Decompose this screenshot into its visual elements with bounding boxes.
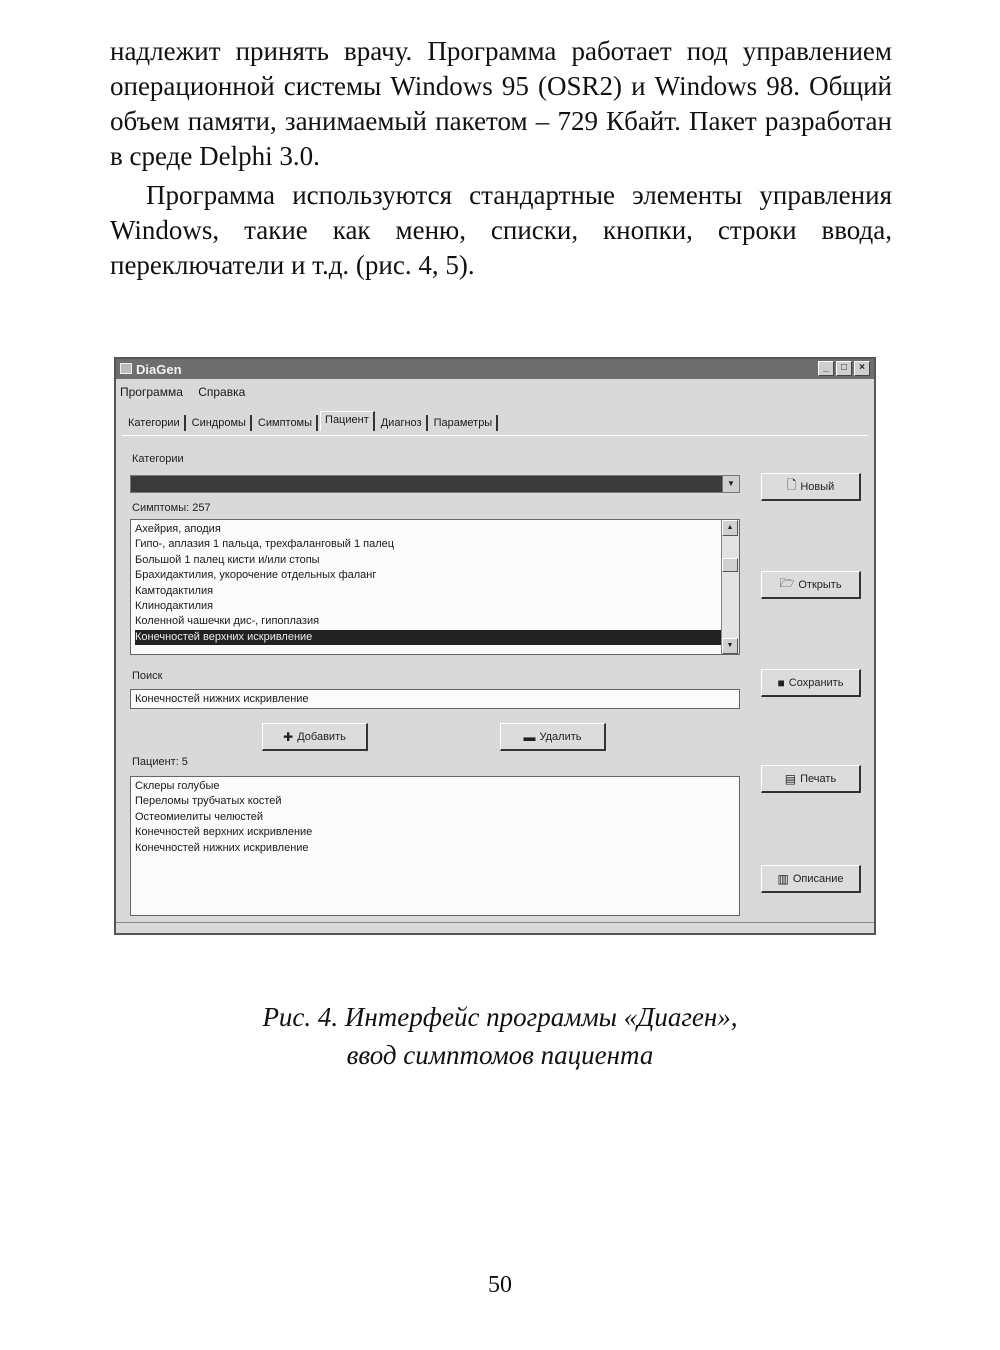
- body-paragraph-2: Программа используются стандартные элементы управления Windows, такие как меню, списки, кнопки, строки ввода, переключатели и т.д. (рис. 4, 5).: [110, 180, 892, 280]
- tab-diagnosis[interactable]: Диагноз: [377, 415, 428, 431]
- symptoms-scrollbar[interactable]: [721, 520, 739, 654]
- patient-count-label: Пациент: 5: [132, 756, 188, 768]
- tab-strip: [124, 414, 500, 434]
- list-item[interactable]: Остеомиелиты челюстей: [135, 810, 264, 823]
- tab-syndromes[interactable]: Синдромы: [188, 415, 252, 431]
- symptoms-count-label: Симптомы: 257: [132, 502, 211, 514]
- printer-icon: ▤: [784, 771, 797, 786]
- title-bar: [116, 359, 874, 379]
- caption-line-2: ввод симптомов пациента: [346, 1040, 654, 1070]
- window-title: DiaGen: [136, 362, 182, 377]
- diagen-window-screenshot: [114, 357, 876, 935]
- symptoms-list[interactable]: [130, 519, 740, 655]
- search-input[interactable]: Конечностей нижних искривление: [130, 689, 740, 709]
- list-item[interactable]: Ахейрия, аподия: [135, 523, 221, 535]
- list-item[interactable]: Переломы трубчатых костей: [135, 795, 282, 808]
- delete-button-label: Удалить: [539, 730, 582, 743]
- print-button[interactable]: [761, 765, 861, 793]
- maximize-icon[interactable]: □: [836, 361, 852, 376]
- plus-icon: ✚: [283, 729, 294, 744]
- list-item-selected[interactable]: Конечностей верхних искривление: [135, 630, 735, 645]
- open-folder-icon: 🗁: [779, 576, 795, 590]
- tab-symptoms[interactable]: Симптомы: [254, 415, 318, 431]
- tab-panel-border: [122, 435, 868, 436]
- save-button-label: Сохранить: [788, 676, 844, 689]
- menu-item-program[interactable]: Программа: [120, 385, 183, 399]
- list-item[interactable]: Склеры голубые: [135, 780, 220, 792]
- page-number: 50: [488, 1272, 512, 1298]
- new-file-icon: 🗋: [786, 478, 797, 492]
- new-button[interactable]: [761, 473, 861, 501]
- description-button-label: Описание: [792, 872, 844, 885]
- open-button[interactable]: [761, 571, 861, 599]
- book-icon: ▥: [777, 871, 789, 886]
- body-paragraph-1: надлежит принять врачу. Программа работает под управлением операционной системы Windows 95 (OSR2) и Windows 98. Общий объем памяти, занимаемый пакетом – 729 Кбайт. Пакет разработан в среде Delphi 3.0.: [110, 36, 892, 171]
- tab-patient[interactable]: Пациент: [320, 411, 375, 431]
- list-item[interactable]: Коленной чашечки дис-, гипоплазия: [135, 615, 320, 628]
- new-button-label: Новый: [800, 480, 835, 493]
- description-button[interactable]: [761, 865, 861, 893]
- scroll-thumb[interactable]: [722, 558, 738, 572]
- app-icon: [120, 363, 132, 374]
- chevron-down-icon[interactable]: ▼: [722, 476, 739, 492]
- close-icon[interactable]: ×: [854, 361, 870, 376]
- list-item[interactable]: Камтодактилия: [135, 584, 214, 597]
- list-item[interactable]: Гипо-, аплазия 1 пальца, трехфаланговый 1 палец: [135, 538, 395, 551]
- tab-parameters[interactable]: Параметры: [430, 415, 499, 431]
- minimize-icon[interactable]: _: [818, 361, 834, 376]
- caption-line-1: Рис. 4. Интерфейс программы «Диаген»,: [262, 1002, 738, 1032]
- add-button-label: Добавить: [297, 730, 346, 743]
- status-divider: [116, 922, 874, 923]
- scroll-down-icon[interactable]: ▼: [722, 638, 738, 654]
- list-item[interactable]: Брахидактилия, укорочение отдельных фаланг: [135, 569, 377, 582]
- categories-label: Категории: [132, 453, 184, 465]
- save-button[interactable]: [761, 669, 861, 697]
- categories-dropdown[interactable]: [130, 475, 740, 493]
- list-item[interactable]: Клинодактилия: [135, 600, 214, 613]
- figure-caption: [0, 998, 1000, 1074]
- open-button-label: Открыть: [798, 578, 842, 591]
- delete-button[interactable]: [500, 723, 606, 751]
- patient-symptoms-list[interactable]: [130, 776, 740, 916]
- print-button-label: Печать: [800, 772, 837, 785]
- tab-categories[interactable]: Категории: [124, 415, 186, 431]
- minus-icon: ▬: [523, 729, 536, 744]
- menu-item-help[interactable]: Справка: [198, 385, 246, 399]
- floppy-disk-icon: ■: [777, 675, 785, 690]
- list-item[interactable]: Большой 1 палец кисти и/или стопы: [135, 553, 320, 566]
- search-label: Поиск: [132, 670, 163, 682]
- add-button[interactable]: [262, 723, 368, 751]
- list-item[interactable]: Конечностей верхних искривление: [135, 826, 313, 839]
- menu-bar: [120, 385, 257, 399]
- list-item[interactable]: Конечностей нижних искривление: [135, 841, 309, 854]
- scroll-up-icon[interactable]: ▲: [722, 520, 738, 536]
